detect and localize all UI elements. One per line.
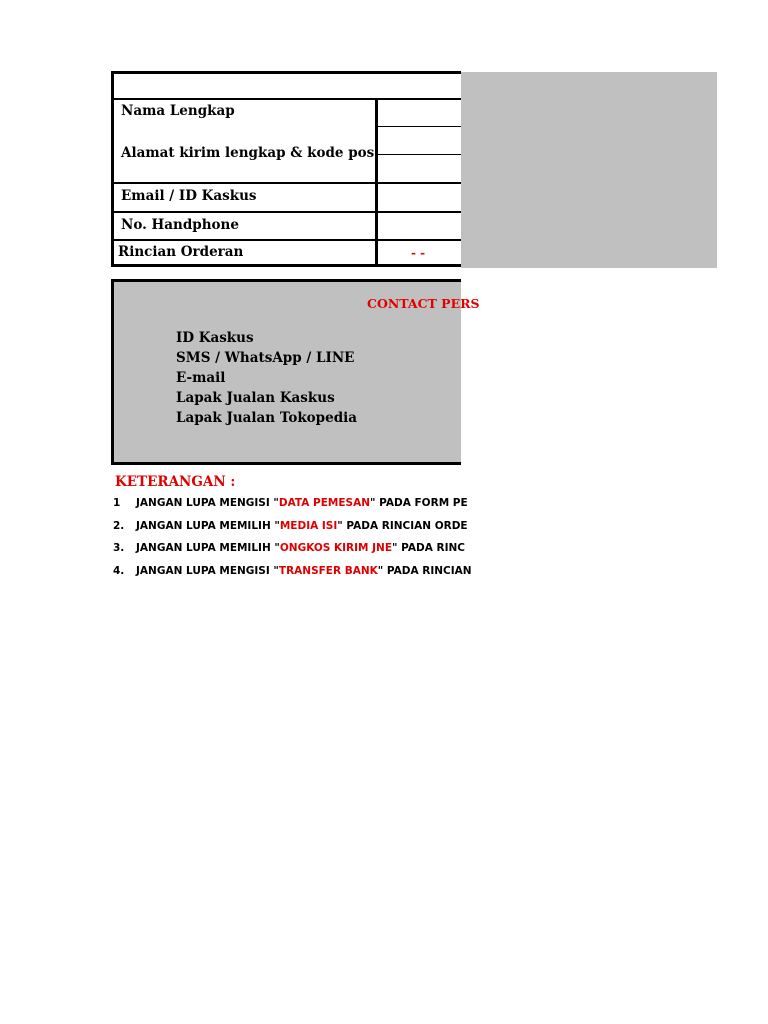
note-highlight: ONGKOS KIRIM JNE xyxy=(279,542,393,554)
order-form-table xyxy=(111,71,461,267)
column-divider xyxy=(375,100,378,264)
cell-divider xyxy=(377,154,461,155)
row-divider xyxy=(114,239,461,241)
note-text xyxy=(136,494,468,512)
note-text xyxy=(136,539,465,557)
contact-item: SMS / WhatsApp / LINE xyxy=(176,350,355,366)
note-post: " PADA RINC xyxy=(392,542,465,554)
label-alamat: Alamat kirim lengkap & kode pos xyxy=(121,145,375,161)
label-nama-lengkap: Nama Lengkap xyxy=(121,103,235,119)
note-number: 3. xyxy=(113,542,125,554)
note-pre: JANGAN LUPA MENGISI " xyxy=(136,564,279,577)
notes-list xyxy=(113,494,472,584)
note-pre: JANGAN LUPA MEMILIH " xyxy=(136,519,280,532)
note-post: " PADA RINCIAN xyxy=(377,564,472,577)
note-pre: JANGAN LUPA MEMILIH " xyxy=(136,542,280,554)
contact-person-box xyxy=(111,279,480,465)
note-number: 2. xyxy=(113,519,125,532)
contact-item: Lapak Jualan Tokopedia xyxy=(176,410,358,426)
note-pre: JANGAN LUPA MENGISI " xyxy=(136,497,279,509)
note-post: " PADA FORM PE xyxy=(370,497,468,509)
note-highlight: DATA PEMESAN xyxy=(278,497,371,509)
gray-panel xyxy=(461,72,717,268)
contact-item: ID Kaskus xyxy=(176,330,254,346)
note-item xyxy=(113,562,472,585)
note-item xyxy=(113,517,468,540)
rincian-orderan-value: - - xyxy=(411,246,426,260)
contact-item: E-mail xyxy=(176,370,226,386)
contact-title: CONTACT PERS xyxy=(367,296,480,311)
row-divider xyxy=(114,211,461,213)
note-number: 1 xyxy=(113,497,121,509)
label-rincian-orderan: Rincian Orderan xyxy=(118,244,244,260)
cell-divider xyxy=(377,126,461,127)
label-handphone: No. Handphone xyxy=(121,217,239,233)
row-divider xyxy=(114,98,461,100)
note-item xyxy=(113,539,465,562)
notes-title: KETERANGAN : xyxy=(115,474,236,490)
note-text xyxy=(136,517,468,535)
row-divider xyxy=(114,182,461,184)
note-item xyxy=(113,494,468,517)
note-post: " PADA RINCIAN ORDE xyxy=(337,519,468,532)
note-text xyxy=(136,562,472,580)
contact-item: Lapak Jualan Kaskus xyxy=(176,390,335,406)
note-highlight: TRANSFER BANK xyxy=(278,564,378,577)
contact-list xyxy=(176,328,357,428)
note-highlight: MEDIA ISI xyxy=(279,519,338,532)
note-number: 4. xyxy=(113,564,125,577)
label-email: Email / ID Kaskus xyxy=(121,188,257,204)
